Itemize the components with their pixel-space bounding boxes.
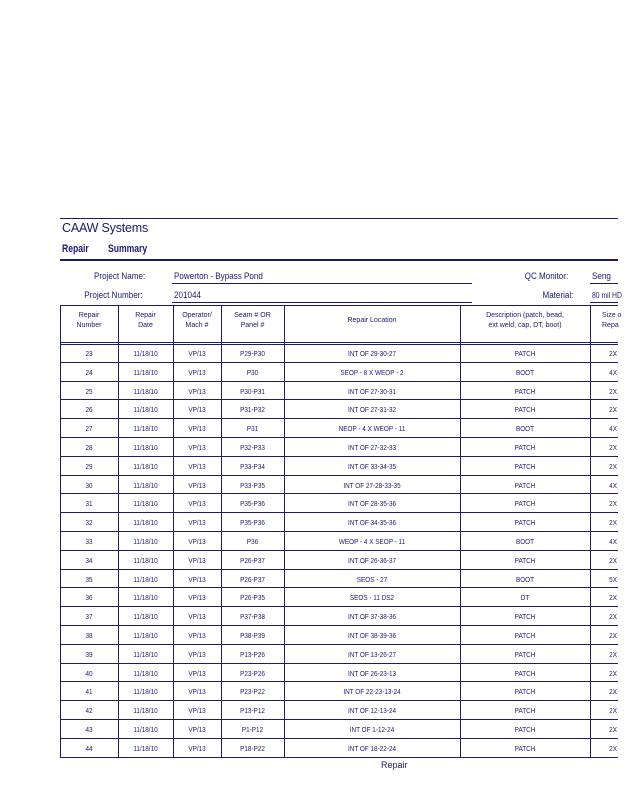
project-name-underline <box>172 283 472 284</box>
cell-size: 2X <box>609 743 617 753</box>
cell-size: 2X <box>609 687 617 697</box>
cell-date: 11/18/10 <box>133 367 158 377</box>
cell-date: 11/18/10 <box>133 537 158 546</box>
cell-num: 27 <box>85 424 93 434</box>
cell-desc: PATCH <box>514 687 536 697</box>
qc-monitor-label: QC Monitor: <box>524 271 568 282</box>
cell-loc: INT OF 28-35-36 <box>347 499 397 509</box>
cell-num: 39 <box>85 649 93 659</box>
cell-op: VP/13 <box>188 461 206 471</box>
cell-num: 29 <box>85 461 93 471</box>
cell-op: VP/13 <box>188 593 206 603</box>
cell-desc: PATCH <box>514 555 536 565</box>
cell-desc: PATCH <box>514 349 536 358</box>
cell-size: 2X <box>609 631 617 640</box>
cell-desc: BOOT <box>515 424 535 434</box>
cell-date: 11/18/10 <box>133 555 158 565</box>
cell-seam: P26-P35 <box>240 593 265 603</box>
row-divider <box>60 399 618 400</box>
cell-size: 2X <box>609 349 617 358</box>
row-divider <box>60 700 618 701</box>
cell-desc: BOOT <box>515 537 535 546</box>
cell-loc: INT OF 27-32-33 <box>347 443 397 452</box>
cell-size: 2X <box>609 499 617 509</box>
cell-loc: INT OF 22-23-13-24 <box>343 687 401 697</box>
cell-loc: INT OF 1-12-24 <box>349 725 395 734</box>
cell-size: 2X <box>609 649 617 659</box>
cell-seam: P35-P36 <box>240 499 265 509</box>
cell-seam: P23-P26 <box>240 668 265 678</box>
cell-loc: INT OF 29-30-27 <box>347 349 397 358</box>
cell-size: 4X <box>609 367 617 377</box>
cell-desc: PATCH <box>514 386 536 396</box>
project-number-value: 201044 <box>174 290 201 301</box>
cell-op: VP/13 <box>188 725 206 734</box>
report-title-a: Repair <box>62 243 89 255</box>
material-label: Material: <box>542 290 573 301</box>
row-divider <box>60 512 618 513</box>
cell-size: 4X <box>609 480 617 490</box>
row-divider <box>60 569 618 570</box>
cell-loc: WEOP - 4 X SEOP - 11 <box>338 537 406 546</box>
cell-op: VP/13 <box>188 424 206 434</box>
cell-size: 5X <box>609 574 617 584</box>
cell-size: 2X <box>609 555 617 565</box>
cell-num: 37 <box>85 612 93 622</box>
cell-op: VP/13 <box>188 405 206 415</box>
cell-op: VP/13 <box>188 443 206 452</box>
cell-num: 25 <box>85 386 93 396</box>
title-rule-bottom <box>60 259 618 261</box>
cell-date: 11/18/10 <box>133 649 158 659</box>
cell-loc: INT OF 27-30-31 <box>347 386 397 396</box>
row-divider <box>60 418 618 419</box>
cell-op: VP/13 <box>188 537 206 546</box>
cell-num: 41 <box>85 687 93 697</box>
material-value: 80 mil HD <box>592 291 622 300</box>
cell-op: VP/13 <box>188 687 206 697</box>
cell-date: 11/18/10 <box>133 386 158 396</box>
qc-monitor-underline <box>590 283 618 284</box>
cell-seam: P26-P37 <box>240 555 265 565</box>
row-divider <box>60 587 618 588</box>
cell-num: 34 <box>85 555 93 565</box>
row-divider <box>60 625 618 626</box>
cell-date: 11/18/10 <box>133 612 158 622</box>
row-divider <box>60 663 618 664</box>
cell-desc: BOOT <box>515 574 535 584</box>
header-size: Size o Repa <box>602 312 622 329</box>
cell-op: VP/13 <box>188 668 206 678</box>
row-divider <box>60 606 618 607</box>
cell-date: 11/18/10 <box>133 593 158 603</box>
cell-size: 2X <box>609 612 617 622</box>
cell-date: 11/18/10 <box>133 518 158 528</box>
cell-date: 11/18/10 <box>133 405 158 415</box>
cell-date: 11/18/10 <box>133 743 158 753</box>
cell-size: 2X <box>609 725 617 734</box>
cell-seam: P31-P32 <box>240 405 265 415</box>
cell-seam: P13-P26 <box>240 649 265 659</box>
header-operator: Operator/ Mach # <box>182 312 212 329</box>
cell-op: VP/13 <box>188 574 206 584</box>
cell-op: VP/13 <box>188 555 206 565</box>
cell-op: VP/13 <box>188 649 206 659</box>
cell-seam: P32-P33 <box>240 443 265 452</box>
header-location: Repair Location <box>347 317 397 324</box>
cell-size: 2X <box>609 461 617 471</box>
cell-loc: INT OF 34-35-36 <box>347 518 397 528</box>
cell-seam: P33-P35 <box>240 480 265 490</box>
header-repair-date: Repair Date <box>135 312 156 329</box>
project-name-label: Project Name: <box>93 271 145 282</box>
cell-size: 4X <box>609 537 617 546</box>
cell-date: 11/18/10 <box>133 574 158 584</box>
cell-date: 11/18/10 <box>133 499 158 509</box>
cell-size: 4X <box>609 424 617 434</box>
cell-date: 11/18/10 <box>133 687 158 697</box>
cell-desc: PATCH <box>514 668 536 678</box>
cell-date: 11/18/10 <box>133 480 158 490</box>
row-divider <box>60 475 618 476</box>
cell-seam: P38-P39 <box>240 631 265 640</box>
cell-seam: P37-P38 <box>240 612 265 622</box>
cell-num: 43 <box>85 725 93 734</box>
cell-op: VP/13 <box>188 386 206 396</box>
cell-desc: PATCH <box>514 743 536 753</box>
cell-loc: INT OF 37-38-36 <box>347 612 397 622</box>
row-divider <box>60 550 618 551</box>
report-title-b: Summary <box>108 243 148 255</box>
cell-desc: BOOT <box>515 367 535 377</box>
cell-desc: PATCH <box>514 461 536 471</box>
table-top-rule <box>60 305 618 306</box>
cell-op: VP/13 <box>188 518 206 528</box>
cell-seam: P36 <box>246 537 259 546</box>
cell-seam: P23-P22 <box>240 687 265 697</box>
cell-loc: INT OF 27-31-32 <box>347 405 397 415</box>
row-divider <box>60 531 618 532</box>
cell-op: VP/13 <box>188 631 206 640</box>
cell-desc: PATCH <box>514 499 536 509</box>
cell-loc: SEOP - 8 X WEOP - 2 <box>340 367 404 377</box>
cell-desc: PATCH <box>514 405 536 415</box>
cell-date: 11/18/10 <box>133 706 158 716</box>
cell-desc: PATCH <box>514 518 536 528</box>
cell-num: 44 <box>85 743 93 753</box>
cell-loc: NEOP - 4 X WEOP - 11 <box>338 424 406 434</box>
cell-size: 2X <box>609 443 617 452</box>
cell-op: VP/13 <box>188 743 206 753</box>
cell-op: VP/13 <box>188 349 206 358</box>
cell-date: 11/18/10 <box>133 461 158 471</box>
cell-num: 36 <box>85 593 93 603</box>
cell-date: 11/18/10 <box>133 725 158 734</box>
cell-date: 11/18/10 <box>133 349 158 358</box>
cell-op: VP/13 <box>188 499 206 509</box>
cell-desc: PATCH <box>514 631 536 640</box>
cell-desc: PATCH <box>514 725 536 734</box>
cell-loc: INT OF 27-28-33-35 <box>343 480 401 490</box>
cell-loc: INT OF 38-39-36 <box>347 631 397 640</box>
cell-date: 11/18/10 <box>133 631 158 640</box>
header-bottom-rule-2 <box>60 344 618 345</box>
cell-num: 33 <box>85 537 93 546</box>
row-divider <box>60 362 618 363</box>
cell-seam: P1-P12 <box>241 725 264 734</box>
cell-num: 30 <box>85 480 93 490</box>
row-divider <box>60 437 618 438</box>
cell-loc: SEOS - 27 <box>356 574 388 584</box>
row-divider <box>60 644 618 645</box>
cell-date: 11/18/10 <box>133 443 158 452</box>
project-number-label: Project Number: <box>84 290 143 301</box>
header-description: Description (patch, bead, ext weld, cap, DT, boot) <box>486 312 564 329</box>
cell-op: VP/13 <box>188 367 206 377</box>
header-repair-number: Repair Number <box>76 312 102 329</box>
cell-num: 31 <box>85 499 93 509</box>
row-divider <box>60 757 618 758</box>
cell-loc: SEOS - 11 DS2 <box>349 593 395 603</box>
cell-seam: P35-P36 <box>240 518 265 528</box>
row-divider <box>60 381 618 382</box>
cell-num: 24 <box>85 367 93 377</box>
material-underline <box>590 302 618 303</box>
cell-size: 2X <box>609 706 617 716</box>
cell-desc: PATCH <box>514 706 536 716</box>
cell-loc: INT OF 26-23-13 <box>347 668 397 678</box>
cell-size: 2X <box>609 593 617 603</box>
cell-seam: P29-P30 <box>240 349 265 358</box>
cell-desc: DT <box>520 593 530 603</box>
cell-date: 11/18/10 <box>133 424 158 434</box>
cell-size: 2X <box>609 405 617 415</box>
cell-loc: INT OF 33-34-35 <box>347 461 397 471</box>
cell-loc: INT OF 18-22-24 <box>347 743 397 753</box>
cell-seam: P26-P37 <box>240 574 265 584</box>
row-divider <box>60 738 618 739</box>
cell-num: 23 <box>85 349 93 358</box>
qc-monitor-value: Seng <box>592 271 611 282</box>
cell-loc: INT OF 13-26-27 <box>347 649 397 659</box>
cell-seam: P13-P12 <box>240 706 265 716</box>
cell-num: 28 <box>85 443 93 452</box>
cell-size: 2X <box>609 668 617 678</box>
cell-seam: P30-P31 <box>240 386 265 396</box>
cell-num: 32 <box>85 518 93 528</box>
cell-num: 38 <box>85 631 93 640</box>
cell-op: VP/13 <box>188 612 206 622</box>
cell-loc: INT OF 26-36-37 <box>347 555 397 565</box>
company-name: CAAW Systems <box>62 221 149 235</box>
row-divider <box>60 493 618 494</box>
cell-op: VP/13 <box>188 706 206 716</box>
project-name-value: Powerton - Bypass Pond <box>174 271 263 282</box>
row-divider <box>60 681 618 682</box>
cell-size: 2X <box>609 518 617 528</box>
header-bottom-rule <box>60 342 618 343</box>
cell-loc: INT OF 12-13-24 <box>347 706 397 716</box>
row-divider <box>60 456 618 457</box>
cell-num: 42 <box>85 706 93 716</box>
cell-desc: PATCH <box>514 480 536 490</box>
cell-op: VP/13 <box>188 480 206 490</box>
cell-desc: PATCH <box>514 443 536 452</box>
cell-seam: P30 <box>246 367 259 377</box>
cell-num: 35 <box>85 574 93 584</box>
footer-label: Repair <box>381 760 408 770</box>
cell-num: 40 <box>85 668 93 678</box>
cell-seam: P33-P34 <box>240 461 265 471</box>
cell-desc: PATCH <box>514 612 536 622</box>
project-number-underline <box>172 302 472 303</box>
cell-date: 11/18/10 <box>133 668 158 678</box>
cell-desc: PATCH <box>514 649 536 659</box>
title-rule-top <box>60 218 618 219</box>
header-seam: Seam # OR Panel # <box>234 312 271 329</box>
cell-seam: P31 <box>246 424 259 434</box>
cell-num: 26 <box>85 405 93 415</box>
cell-seam: P18-P22 <box>240 743 265 753</box>
cell-size: 2X <box>609 386 617 396</box>
row-divider <box>60 719 618 720</box>
